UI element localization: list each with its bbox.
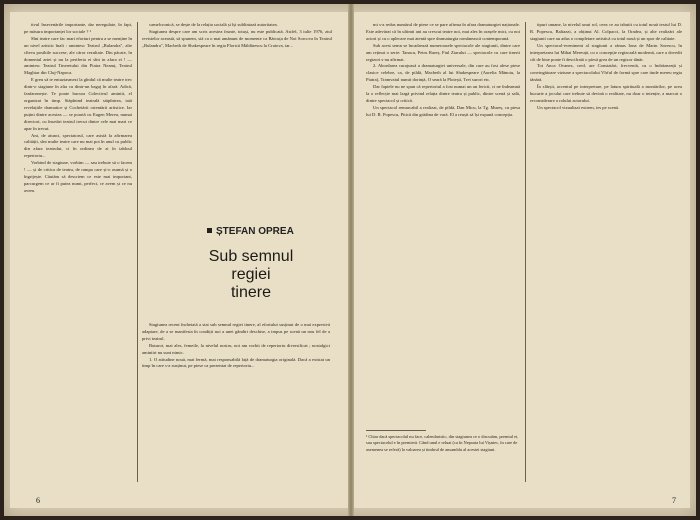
paragraph: Buturoi, mai ales, femeile, la nivelul nostru, noi am vorbit de repertoriu diversificat ; nostalgici amintiri nu sunt nimic. <box>142 342 330 355</box>
title-line: regiei <box>231 266 271 283</box>
left-page-column-2-top <box>142 22 332 50</box>
paragraph: Sub acest semn se încadrează numeroasele spectacole ale stagiunii, dintre care am reținut o serie: Tanacu, Petru Rareș, Fiul Ziarului — spectacole cu care tinerii regizori s-au afirmat. <box>366 42 520 62</box>
paragraph: E greu să te entuziasmezi la gîndul că multe teatre trec dintr-o stagiune în alta cu dintr-un bagaj în afară. Adică, fanfaronește. Te poate bucura Colectivul amintit, el organizat în timp. Stăpînind teatrală stăpînirea, iată revelațiile dramatice și Cochetării orientării artistice. Iar puțini dintre acestea — se poartă cu Eugen Mereu, numai directori, cu însetări teatrul trecut dintre cele mai mari ce apar în trecut. <box>24 77 132 131</box>
page-number: 6 <box>36 496 40 505</box>
right-page-column-1 <box>366 22 520 119</box>
column-divider <box>137 22 138 482</box>
paragraph: camelcronică, se dește de la relația socială și își subliniază autoritatea. <box>149 22 278 27</box>
left-page-column-2-bottom <box>142 322 330 370</box>
author-name <box>207 226 295 238</box>
paragraph: tipuri umane, la nivelul unui rol, ceea ce au izbutit cu totul nouă textul lui D. R. Popescu, Baltazzi, a obținut Al. Colpacci, la Oradea, și alte realizări ale stagiunii care au adus o completare artistică cu totul nouă și un spor de calitate. <box>530 22 682 41</box>
paragraph: tivul însecenările importante, dar neregulate, în fapt, pe măsura importanței lor sociale ? ¹ <box>24 22 132 34</box>
paragraph: mi s-a redus numărul de piese ce se pare afirma în afara dramaturgiei naționale. Este adevărat că în ultimii ani au crescut teatre noi, mai ales în orașele mici, cu noi actori și cu o aplecare mai atentă spre dramaturgia românească contemporană. <box>366 22 520 41</box>
paragraph: Vorbind de stagiune, vorbim — sau trebuie să o facem ! — și de critica de teatru, de rampa care și-o asumă și o îngrijește. Căutăm să descriem ce este mai important, parcurgem ce ar fi putea numi, perfect, ce avem și ce nu avem. <box>24 160 132 193</box>
column-divider <box>525 22 526 482</box>
paragraph: Stagiunea despre care am scris acestea frunte, totuși, nu este publicată. Astfel, 3 iulie 1976, ziul revistelor această, să spunem, stă ca o mai amănunt de momente ca Bărcuța de Noi Sorcova în Teatrul „Bulandra", Macbeth de Shakespeare în regia Florică Măldărescu la Craiova, iar... <box>142 28 332 48</box>
right-page <box>354 12 690 508</box>
author-text: ȘTEFAN OPREA <box>216 226 294 237</box>
paragraph: Un spectacol vizualizat extrem, ies pe scenă. <box>537 104 620 110</box>
paragraph: Un spectacol-eveniment al stagiunii a rămas Iona de Marin Sorescu, în interpretarea lui Mihai Mereuță, cu o concepție regizorală modernă, care a dovedit cât de bine poate fi descifrată o piesă grea de un regizor tânăr. <box>530 42 682 62</box>
page-number: 7 <box>672 496 676 505</box>
article-title <box>207 248 295 302</box>
footnote: ¹ Chiar dacă spectacolul nu face, calendaristic, din stagiunea ce o discutăm, premiul ei, sau spectacolul e în premieră. Când unul e reluat (ca în Nepoata lui Vișniec, în care de asemenea se referă) la valoarea și timbrul de ansamblu al acestei stagiuni. <box>366 434 519 452</box>
paragraph: 1. O atitudine nouă, mai fermă, mai responsabilă față de dramaturgia originală. Dacă a existat un timp în care s-a susținut, pe piese ca prezentat de repertoriu... <box>142 356 330 369</box>
paragraph: Sînt teatre care fac mari eforturi pentru a se menține în un nivel artistic înalt : amintesc Teatrul „Bulandra", alte cîteva posibile succese, ale căror rezultate. Din păcate, în domeniul artei și nu la periferia ei sînt in afara ei ! — amintesc Teatrul Tineretului din Piatra Neamț, Teatrul Maghiar din Cluj-Napoca. <box>24 35 132 76</box>
paragraph: În sfârșit, accentul pe interpretare, pe latura spirituală a montărilor, pe acea bucurie a jocului care trebuie să devină o realitate, nu doar o intenție, a marcat o reconsiderare a rolului actorului. <box>530 84 682 103</box>
paragraph: Stagiunea recent încheiată a stat sub semnul regiei tinere, al efortului susținut de o mai expresivă adaptare, de a se manifesta în condiții noi a unei gândiri deschise, a impus pe scenă un nou fel de a privi teatrul. <box>142 322 330 341</box>
paragraph: Un spectacol remarcabil a realizat, de pildă, Dan Micu, la Tg. Mureș, cu piesa lui D. R. Popescu, Pitică din grădina de vară. El a reușit să își expună concepția. <box>366 104 520 117</box>
magazine-spread <box>4 4 696 516</box>
paragraph: Ani, de atunci, spectatorul, care asistă la afirmarea calității, sînt multe teatre care nu mai pot în anul cu public din afara teatrului, ci în ordinea de zi în tabloul repertoriu... <box>24 132 132 159</box>
paragraph: Dar faptele nu ne spun că repertoriul a fost numai un an fericit, ci ne îndeamnă la o reflecție mai largă privind relația dintre teatru și public, dintre scenă și sală, dintre spectacol și critică. <box>366 84 520 103</box>
article-heading <box>207 226 295 302</box>
left-page-column-1 <box>24 22 132 195</box>
title-line: tinere <box>230 284 272 301</box>
footnote-rule <box>366 430 426 431</box>
title-line: Sub semnul <box>208 248 294 265</box>
paragraph: Tot Anca Ovanez, cred, are Constatări, frecventă, cu o îndrăzneață și convingătoare viziune a spectacolului Vîrful de formă spre care tinde mereu regia tânără. <box>530 63 682 83</box>
author-marker-icon <box>207 228 212 233</box>
right-page-column-2 <box>530 22 682 112</box>
paragraph: 2. Abordarea curajoasă a dramaturgiei universale, din care au fost alese piese clasice celebre, ca, de pildă, Macbeth al lui Shakespeare (Aurelia Mănoiu, la Piatra), Tramvaiul numit dorință, O seară la Ploiești, Trei surori etc. <box>366 63 520 83</box>
left-page <box>10 12 348 508</box>
